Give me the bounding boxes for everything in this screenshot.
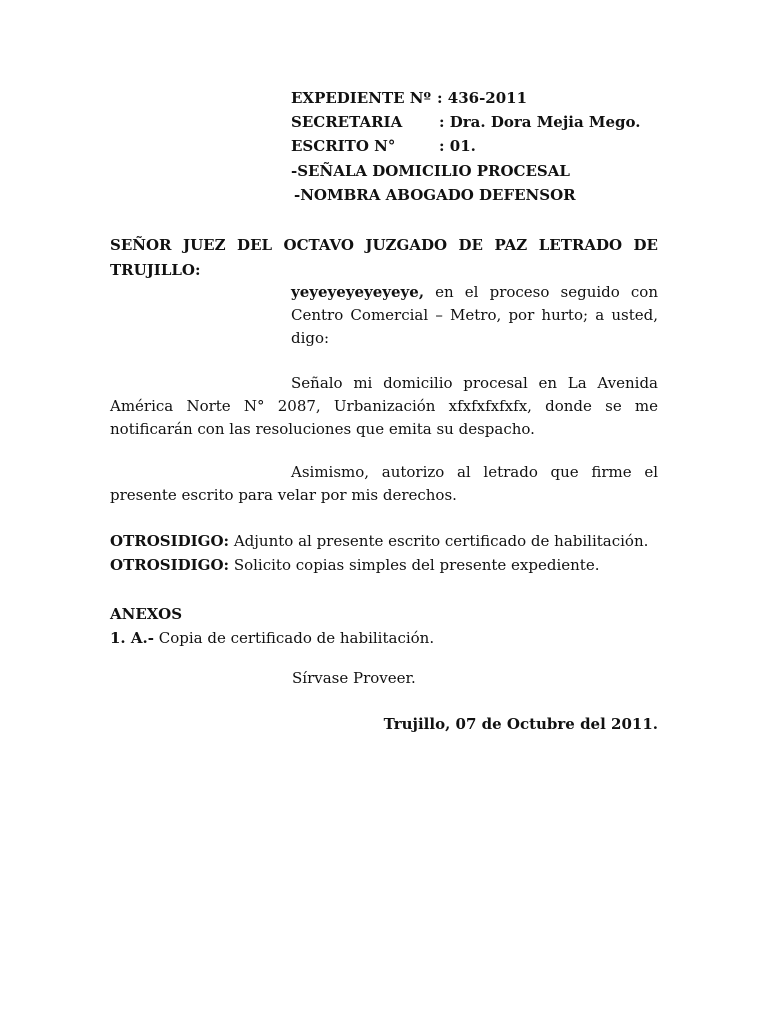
anexos-item: [110, 627, 434, 650]
expediente-value: : 436-2011: [437, 89, 528, 107]
secretaria-value: : Dra. Dora Mejia Mego.: [439, 113, 641, 131]
intro-paragraph: [291, 281, 658, 350]
otrosidigo-2-label: OTROSIDIGO:: [110, 556, 230, 574]
header-sumilla-1: -SEÑALA DOMICILIO PROCESAL: [291, 162, 570, 180]
paragraph-abogado: Asimismo, autorizo al letrado que firme el presente escrito para velar por mis derechos.: [110, 463, 658, 504]
otrosidigo-1-text: Adjunto al presente escrito certificado de habilitación.: [229, 532, 649, 550]
otrosidigo-2: [110, 554, 600, 577]
header-expediente: [291, 86, 528, 110]
header-escrito: [291, 134, 476, 158]
otrosidigo-2-text: Solicito copias simples del presente expediente.: [229, 556, 600, 574]
anexos-item-label: 1. A.-: [110, 629, 154, 647]
escrito-label: ESCRITO N°: [291, 137, 396, 155]
expediente-label: EXPEDIENTE Nº: [291, 89, 431, 107]
escrito-value: : 01.: [439, 137, 476, 155]
otrosidigo-1: [110, 530, 648, 553]
paragraph-domicilio: Señalo mi domicilio procesal en La Avenida América Norte N° 2087, Urbanización xfxfxfxfxfx, donde se me notificarán con las resoluciones que emita su despacho.: [110, 374, 658, 438]
intro-text: en el proceso seguido con Centro Comercial – Metro, por hurto; a usted, digo:: [291, 283, 658, 347]
closing: Sírvase Proveer.: [292, 669, 416, 687]
otrosidigo-1-label: OTROSIDIGO:: [110, 532, 230, 550]
header-sumilla-2: -NOMBRA ABOGADO DEFENSOR: [294, 186, 576, 204]
anexos-title: ANEXOS: [110, 605, 183, 623]
date-line: Trujillo, 07 de Octubre del 2011.: [383, 715, 658, 733]
petitioner-name: yeyeyeyeyeyeye,: [291, 283, 425, 301]
addressee: SEÑOR JUEZ DEL OCTAVO JUZGADO DE PAZ LETRADO DE TRUJILLO:: [110, 236, 658, 279]
anexos-item-text: Copia de certificado de habilitación.: [153, 629, 435, 647]
secretaria-label: SECRETARIA: [291, 113, 403, 131]
header-secretaria: [291, 110, 641, 134]
